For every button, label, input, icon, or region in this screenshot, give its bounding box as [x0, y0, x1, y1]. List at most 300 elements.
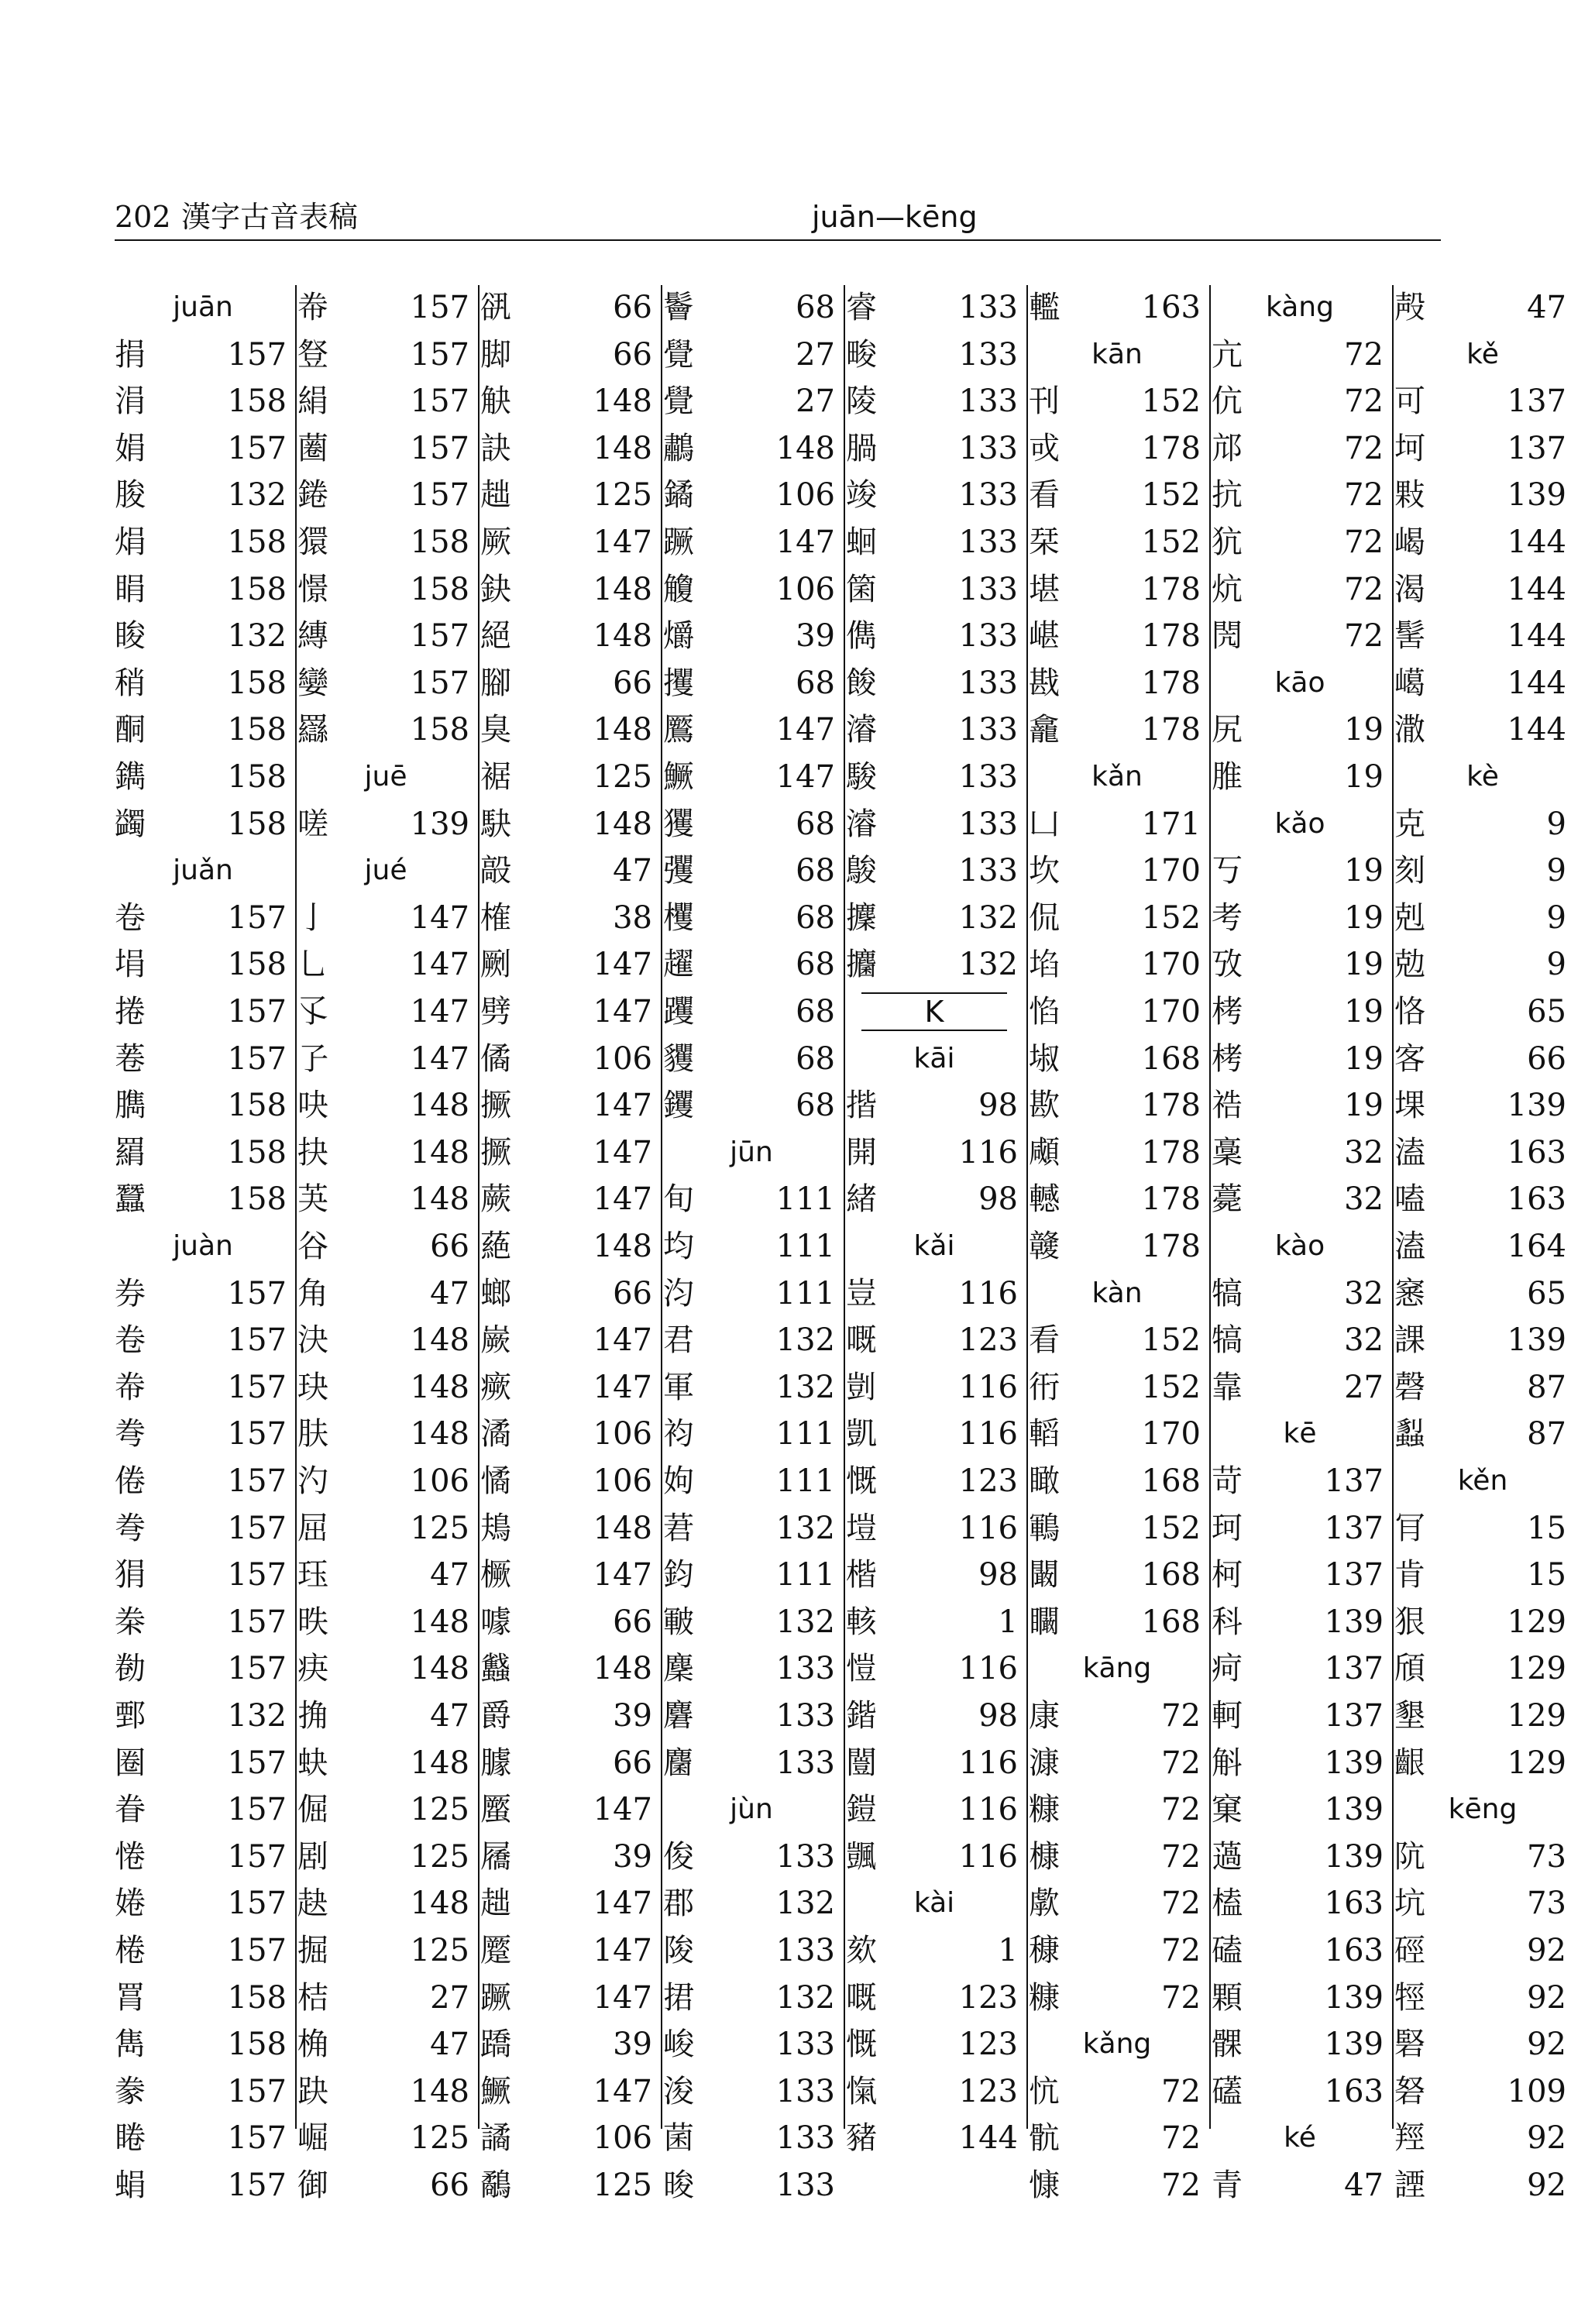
entry-number: 157	[227, 1838, 287, 1875]
index-entry	[1394, 1881, 1571, 1926]
entry-character: 堪	[1029, 571, 1060, 607]
entry-character: 桷	[297, 2027, 328, 2063]
page-header	[115, 194, 1441, 240]
entry-character: 昳	[297, 1604, 328, 1640]
index-entry	[297, 1600, 474, 1645]
entry-character: 券	[115, 1275, 146, 1312]
entry-character: 菌	[663, 2120, 694, 2157]
entry-number: 125	[410, 1838, 469, 1875]
entry-number: 72	[1161, 1933, 1201, 1968]
index-entry	[663, 379, 840, 424]
entry-character: 硜	[1394, 1933, 1425, 1968]
entry-number: 178	[1141, 571, 1201, 607]
entry-number: 39	[796, 618, 835, 655]
entry-number: 133	[958, 336, 1018, 373]
entry-number: 168	[1141, 1463, 1201, 1499]
index-entry	[480, 707, 657, 752]
entry-number: 144	[1507, 524, 1566, 560]
entry-number: 158	[227, 524, 287, 560]
pinyin-heading: kài	[913, 1887, 955, 1920]
index-entry	[846, 802, 1023, 847]
entry-number: 47	[430, 1557, 469, 1593]
entry-number: 178	[1141, 712, 1201, 748]
entry-character: 嘅	[846, 1322, 877, 1359]
entry-character: 栲	[1212, 994, 1243, 1030]
entry-character: 腳	[480, 665, 511, 701]
index-entry	[846, 707, 1023, 752]
entry-number: 137	[1324, 1651, 1384, 1687]
entry-character: 珏	[297, 1557, 328, 1593]
entry-character: 龕	[1029, 712, 1060, 748]
entry-character: 覺	[663, 336, 694, 373]
entry-number: 147	[593, 1322, 652, 1359]
entry-character: 餕	[846, 665, 877, 701]
entry-number: 147	[593, 524, 652, 560]
entry-character: 蛔	[846, 524, 877, 560]
entry-character: 考	[1212, 899, 1243, 936]
index-entry	[480, 755, 657, 799]
index-entry	[1394, 661, 1571, 706]
entry-character: 駿	[846, 759, 877, 795]
index-entry	[846, 1177, 1023, 1222]
entry-character: 臭	[480, 712, 511, 748]
index-entry	[1394, 285, 1571, 330]
index-entry	[663, 1224, 840, 1269]
index-entry	[1394, 707, 1571, 752]
entry-number: 92	[1527, 1979, 1566, 2016]
entry-character: 芵	[297, 1181, 328, 1218]
entry-character: 訣	[480, 430, 511, 466]
entry-character: 君	[663, 1322, 694, 1359]
entry-number: 68	[796, 899, 835, 936]
entry-number: 158	[227, 947, 287, 983]
index-entry	[663, 802, 840, 847]
entry-character: 鍇	[846, 1698, 877, 1734]
pinyin-heading: kāo	[1274, 666, 1325, 699]
entry-character: 鈞	[663, 1557, 694, 1593]
index-column	[480, 285, 657, 2203]
entry-character: 坎	[1029, 853, 1060, 889]
book-title: 漢字古音表稿	[181, 200, 359, 234]
entry-number: 133	[775, 1933, 835, 1968]
entry-number: 157	[227, 899, 287, 936]
entry-number: 19	[1344, 759, 1384, 795]
entry-character: 勊	[1394, 947, 1425, 983]
index-entry	[1394, 1224, 1571, 1269]
entry-character: 決	[297, 1322, 328, 1359]
index-entry	[1394, 1693, 1571, 1738]
entry-character: 稍	[115, 665, 146, 701]
entry-character: 汋	[297, 1463, 328, 1499]
entry-character: 豬	[846, 2120, 877, 2157]
entry-character: 欔	[663, 899, 694, 936]
index-entry	[1029, 1881, 1205, 1926]
entry-character: 蹶	[480, 1979, 511, 2016]
section-letter-text: K	[924, 995, 944, 1029]
index-entry	[297, 2163, 474, 2208]
entry-number: 152	[1141, 524, 1201, 560]
entry-number: 147	[410, 947, 469, 983]
entry-character: 陖	[663, 1933, 694, 1968]
entry-character: 塏	[846, 1510, 877, 1546]
entry-character: 螂	[480, 1275, 511, 1312]
entry-character: 坷	[1394, 430, 1425, 466]
entry-number: 116	[958, 1510, 1018, 1546]
entry-number: 152	[1141, 1322, 1201, 1359]
entry-character: 蹶	[663, 524, 694, 560]
entry-character: 槺	[1029, 1838, 1060, 1875]
entry-character: 趹	[297, 2073, 328, 2109]
entry-character: 俊	[663, 1838, 694, 1875]
entry-character: 犒	[1212, 1275, 1243, 1312]
entry-character: 轗	[1029, 1181, 1060, 1218]
entry-character: 酮	[115, 712, 146, 748]
index-entry	[846, 1506, 1023, 1551]
entry-number: 72	[1344, 336, 1384, 373]
entry-number: 132	[227, 1698, 287, 1734]
entry-character: 攷	[1212, 947, 1243, 983]
entry-number: 133	[958, 712, 1018, 748]
index-entry	[297, 1741, 474, 1786]
entry-number: 157	[227, 1792, 287, 1828]
pinyin-heading: kǎo	[1274, 807, 1325, 840]
index-entry	[1212, 2022, 1388, 2067]
entry-character: 衎	[1029, 1369, 1060, 1405]
entry-number: 15	[1527, 1510, 1566, 1546]
index-entry	[1212, 567, 1388, 612]
index-entry	[115, 614, 291, 658]
index-entry	[846, 1741, 1023, 1786]
index-entry	[1029, 1552, 1205, 1597]
index-entry	[1029, 426, 1205, 471]
index-entry	[1212, 1975, 1388, 2020]
entry-number: 157	[227, 1416, 287, 1452]
entry-character: 捐	[115, 336, 146, 373]
entry-character: 撅	[480, 1134, 511, 1171]
entry-number: 87	[1527, 1369, 1566, 1405]
entry-number: 132	[775, 1322, 835, 1359]
index-entry	[115, 1646, 291, 1691]
entry-character: 帣	[297, 290, 328, 325]
entry-character: 丂	[1212, 853, 1243, 889]
entry-character: 榼	[1212, 1886, 1243, 1922]
index-entry	[846, 661, 1023, 706]
index-entry	[663, 707, 840, 752]
index-entry	[1212, 520, 1388, 565]
index-entry	[1394, 1646, 1571, 1691]
index-entry	[297, 426, 474, 471]
index-entry	[1394, 1411, 1571, 1456]
entry-character: 罥	[115, 1979, 146, 2016]
entry-character: 愷	[846, 1651, 877, 1687]
entry-number: 157	[227, 1604, 287, 1640]
index-entry	[1212, 1365, 1388, 1410]
index-entry	[1212, 473, 1388, 517]
entry-character: 軻	[1212, 1698, 1243, 1734]
entry-number: 72	[1344, 618, 1384, 655]
index-entry	[297, 1459, 474, 1504]
entry-character: 嶡	[480, 1322, 511, 1359]
entry-character: 濬	[846, 712, 877, 748]
entry-character: 錈	[297, 477, 328, 514]
entry-number: 125	[593, 477, 652, 514]
entry-character: 貜	[663, 1040, 694, 1077]
entry-character: 剧	[297, 1838, 328, 1875]
entry-number: 157	[227, 2073, 287, 2109]
entry-number: 148	[410, 1181, 469, 1218]
entry-number: 106	[593, 1463, 652, 1499]
entry-number: 32	[1344, 1134, 1384, 1171]
entry-character: 輆	[846, 1604, 877, 1640]
index-entry	[846, 1365, 1023, 1410]
page-number: 202	[115, 200, 171, 234]
entry-character: 乚	[297, 947, 328, 983]
entry-number: 144	[1507, 712, 1566, 748]
index-entry	[846, 614, 1023, 658]
entry-character: 頎	[1394, 1651, 1425, 1687]
entry-number: 72	[1161, 1745, 1201, 1781]
entry-number: 158	[227, 1181, 287, 1218]
entry-character: 勌	[115, 1651, 146, 1687]
entry-number: 19	[1344, 899, 1384, 936]
entry-character: 敤	[1394, 477, 1425, 514]
entry-character: 青	[1212, 2168, 1243, 2203]
entry-number: 148	[593, 712, 652, 748]
entry-number: 27	[1344, 1369, 1384, 1405]
index-entry	[480, 1787, 657, 1832]
entry-character: 箘	[846, 571, 877, 607]
entry-character: 凱	[846, 1416, 877, 1452]
entry-character: 豈	[846, 1275, 877, 1312]
entry-number: 68	[796, 665, 835, 701]
index-entry	[1029, 989, 1205, 1034]
entry-number: 125	[410, 1510, 469, 1546]
entry-character: 撅	[480, 1088, 511, 1124]
entry-character: 蕨	[480, 1181, 511, 1218]
entry-number: 163	[1324, 1886, 1384, 1922]
entry-number: 106	[593, 2120, 652, 2157]
index-entry	[480, 473, 657, 517]
index-entry	[663, 2116, 840, 2161]
entry-character: 譎	[480, 2120, 511, 2157]
entry-number: 158	[227, 571, 287, 607]
index-entry	[1029, 1130, 1205, 1175]
entry-number: 148	[410, 1651, 469, 1687]
index-entry	[297, 661, 474, 706]
entry-character: 磬	[1394, 1369, 1425, 1405]
index-entry	[846, 848, 1023, 893]
entry-number: 109	[1507, 2073, 1566, 2109]
entry-character: 窠	[1212, 1792, 1243, 1828]
entry-number: 106	[593, 1040, 652, 1077]
index-entry	[297, 1271, 474, 1316]
entry-number: 148	[593, 571, 652, 607]
entry-character: 轁	[1029, 1416, 1060, 1452]
pinyin-range: juān—kēng	[812, 200, 978, 234]
index-entry	[1394, 2069, 1571, 2114]
index-entry	[115, 1130, 291, 1175]
index-entry	[297, 707, 474, 752]
entry-number: 170	[1141, 947, 1201, 983]
entry-number: 106	[775, 571, 835, 607]
entry-number: 125	[410, 2120, 469, 2157]
entry-number: 152	[1141, 899, 1201, 936]
entry-character: 緒	[846, 1181, 877, 1218]
index-entry	[1212, 1741, 1388, 1786]
pinyin-heading: jùn	[730, 1793, 773, 1826]
entry-number: 152	[1141, 477, 1201, 514]
entry-number: 123	[958, 1979, 1018, 2016]
entry-character: 麕	[663, 1745, 694, 1781]
index-entry	[1029, 1037, 1205, 1081]
entry-character: 伉	[1212, 383, 1243, 420]
entry-character: 珂	[1212, 1510, 1243, 1546]
entry-character: 憬	[297, 571, 328, 607]
entry-number: 106	[775, 477, 835, 514]
entry-number: 157	[410, 665, 469, 701]
entry-character: 汮	[663, 1275, 694, 1312]
entry-number: 144	[1507, 571, 1566, 607]
entry-character: 羉	[297, 712, 328, 748]
entry-number: 157	[410, 383, 469, 420]
entry-character: 睠	[115, 2120, 146, 2157]
index-entry	[1029, 1459, 1205, 1504]
entry-number: 19	[1344, 1088, 1384, 1124]
entry-character: 潵	[1394, 712, 1425, 748]
index-entry	[663, 426, 840, 471]
index-entry	[1029, 614, 1205, 658]
entry-character: 蠫	[1394, 1416, 1425, 1452]
index-entry	[297, 567, 474, 612]
entry-number: 171	[1141, 806, 1201, 842]
index-entry	[1394, 614, 1571, 658]
entry-character: 毃	[480, 853, 511, 889]
entry-character: 豋	[297, 336, 328, 373]
index-entry	[663, 1881, 840, 1926]
entry-character: 溘	[1394, 1134, 1425, 1171]
entry-character: 蠽	[480, 1651, 511, 1687]
entry-number: 157	[227, 1275, 287, 1312]
entry-character: 鶤	[1029, 1510, 1060, 1546]
entry-character: 慷	[1029, 2168, 1060, 2203]
index-entry	[115, 1271, 291, 1316]
entry-character: 亅	[297, 899, 328, 936]
index-entry	[663, 2022, 840, 2067]
entry-character: 靠	[1212, 1369, 1243, 1405]
index-entry	[297, 1365, 474, 1410]
entry-number: 1	[998, 1604, 1018, 1640]
entry-character: 弮	[115, 1510, 146, 1546]
index-entry	[115, 1037, 291, 1081]
entry-character: 諲	[1394, 2168, 1425, 2203]
entry-number: 139	[1507, 477, 1566, 514]
index-entry	[1394, 2022, 1571, 2067]
index-entry	[480, 1130, 657, 1175]
entry-character: 闓	[846, 1745, 877, 1781]
entry-number: 147	[593, 1933, 652, 1968]
entry-character: 刊	[1029, 383, 1060, 420]
index-entry	[663, 332, 840, 377]
header-rule	[115, 239, 1441, 241]
entry-character: 攟	[846, 947, 877, 983]
entry-character: 眷	[115, 1792, 146, 1828]
index-entry	[480, 2163, 657, 2208]
entry-number: 170	[1141, 853, 1201, 889]
entry-character: 弮	[115, 1416, 146, 1452]
pinyin-heading: kàng	[1266, 291, 1334, 323]
index-entry	[297, 1130, 474, 1175]
index-entry	[115, 2022, 291, 2067]
entry-character: 看	[1029, 477, 1060, 514]
entry-number: 178	[1141, 665, 1201, 701]
index-entry	[115, 1083, 291, 1128]
entry-number: 133	[775, 2027, 835, 2063]
entry-number: 129	[1507, 1604, 1566, 1640]
index-entry	[1212, 989, 1388, 1034]
index-entry	[480, 848, 657, 893]
entry-character: 麇	[663, 1651, 694, 1687]
entry-number: 163	[1507, 1181, 1566, 1218]
entry-character: 孓	[297, 994, 328, 1030]
pinyin-heading: kào	[1274, 1230, 1325, 1262]
entry-number: 132	[775, 1979, 835, 2016]
entry-number: 116	[958, 1838, 1018, 1875]
entry-number: 111	[775, 1229, 835, 1264]
entry-number: 72	[1161, 1698, 1201, 1734]
entry-number: 98	[978, 1181, 1018, 1218]
index-entry	[1212, 1177, 1388, 1222]
entry-character: 漮	[1029, 1745, 1060, 1781]
entry-number: 116	[958, 1275, 1018, 1312]
entry-number: 157	[227, 430, 287, 466]
index-entry	[1394, 1834, 1571, 1879]
entry-number: 137	[1324, 1510, 1384, 1546]
index-entry	[115, 1693, 291, 1738]
pinyin-heading: jué	[364, 854, 407, 887]
index-entry	[1212, 896, 1388, 940]
index-entry	[115, 942, 291, 987]
entry-character: 鈌	[480, 571, 511, 607]
entry-number: 139	[1324, 1745, 1384, 1781]
entry-number: 158	[410, 571, 469, 607]
entry-character: 屩	[480, 1838, 511, 1875]
entry-character: 克	[1394, 806, 1425, 842]
entry-number: 157	[410, 290, 469, 325]
entry-character: 栞	[1029, 524, 1060, 560]
entry-number: 147	[775, 712, 835, 748]
entry-character: 御	[297, 2168, 328, 2203]
entry-character: 姁	[663, 1463, 694, 1499]
index-entry	[1212, 1506, 1388, 1551]
pinyin-heading: kě	[1466, 338, 1499, 370]
entry-number: 72	[1344, 430, 1384, 466]
entry-number: 72	[1344, 524, 1384, 560]
index-entry	[115, 1506, 291, 1551]
entry-number: 106	[410, 1463, 469, 1499]
entry-number: 158	[227, 759, 287, 795]
entry-character: 谻	[480, 290, 511, 325]
index-entry	[1029, 2069, 1205, 2114]
index-entry	[297, 1881, 474, 1926]
pinyin-heading: juē	[364, 761, 407, 792]
index-entry	[1212, 2069, 1388, 2114]
index-entry	[1212, 1646, 1388, 1691]
entry-number: 15	[1527, 1557, 1566, 1593]
entry-character: 課	[1394, 1322, 1425, 1359]
entry-character: 爵	[480, 1698, 511, 1734]
entry-character: 竷	[1029, 1229, 1060, 1264]
entry-character: 圈	[115, 1745, 146, 1781]
